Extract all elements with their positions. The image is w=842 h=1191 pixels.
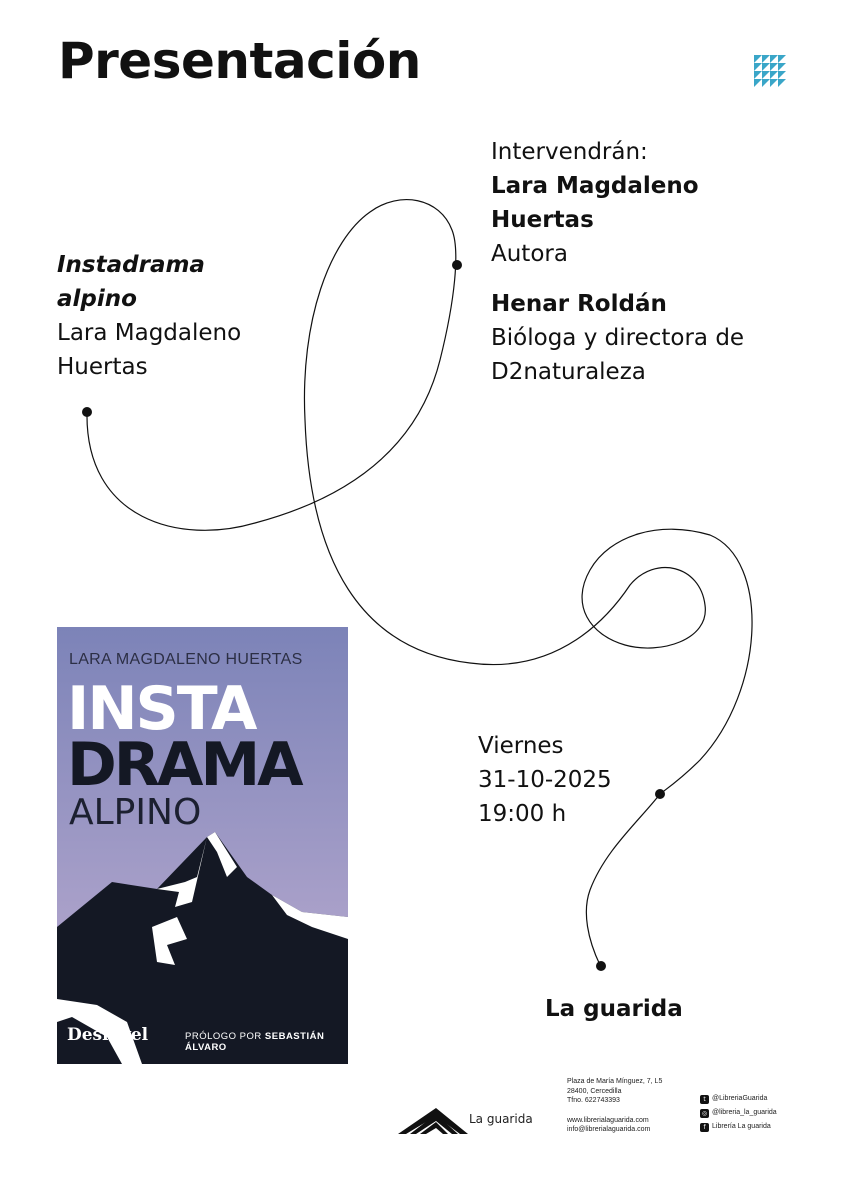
facebook-icon: f [700,1123,709,1132]
social-instagram[interactable] [700,1106,777,1120]
book-title-line1: Instadrama [57,252,205,278]
speaker1-name-line1: Lara Magdaleno [491,173,699,199]
footer-email[interactable]: info@librerialaguarida.com [567,1126,651,1133]
event-date: 31-10-2025 [478,767,612,793]
twitter-icon: t [700,1095,709,1104]
event-datetime [478,729,612,831]
speaker2-role-line2: D2naturaleza [491,359,646,385]
footer-brand: La guarida [469,1112,533,1126]
twitter-handle: @LibreriaGuarida [712,1095,768,1103]
speakers-block [491,135,744,389]
book-title-line2: alpino [57,286,137,312]
event-day: Viernes [478,733,564,759]
cover-title-line1: INSTA [67,674,256,744]
event-venue: La guarida [545,996,683,1022]
page-title: Presentación [58,32,421,90]
book-author-line1: Lara Magdaleno [57,320,242,346]
cover-prologue-name: SEBASTIÁN ÁLVARO [185,1031,325,1053]
cover-prologue [185,1031,348,1053]
book-author-line2: Huertas [57,354,148,380]
footer-contact [567,1077,662,1135]
facebook-handle: Librería La guarida [712,1123,771,1131]
cover-author: LARA MAGDALENO HUERTAS [69,651,303,668]
mountain-lines-icon [398,1108,468,1134]
footer-address-line2: 28400, Cercedilla [567,1087,622,1095]
footer-website[interactable]: www.librerialaguarida.com [567,1116,649,1124]
book-info [57,248,241,384]
cover-prologue-prefix: PRÓLOGO POR [185,1031,262,1042]
speakers-intro: Intervendrán: [491,139,648,165]
cover-subtitle: ALPINO [69,792,202,833]
book-cover [57,627,348,1064]
event-time: 19:00 h [478,801,567,827]
cover-publisher: Desnivel [67,1025,149,1045]
footer-address-line1: Plaza de María Mínguez, 7, L5 [567,1078,663,1085]
social-facebook[interactable] [700,1120,777,1134]
instagram-icon: ◎ [701,1109,708,1117]
instagram-handle: @libreria_la_guarida [712,1109,777,1117]
speaker2-name: Henar Roldán [491,291,667,317]
speaker2-role-line1: Bióloga y directora de [491,325,745,351]
cover-title-line2: DRAMA [67,730,301,800]
footer-social [700,1092,777,1134]
speaker1-role: Autora [491,241,568,267]
social-twitter[interactable] [700,1092,777,1106]
footer-phone: Tfno. 622743393 [567,1097,620,1104]
speaker1-name-line2: Huertas [491,207,594,233]
